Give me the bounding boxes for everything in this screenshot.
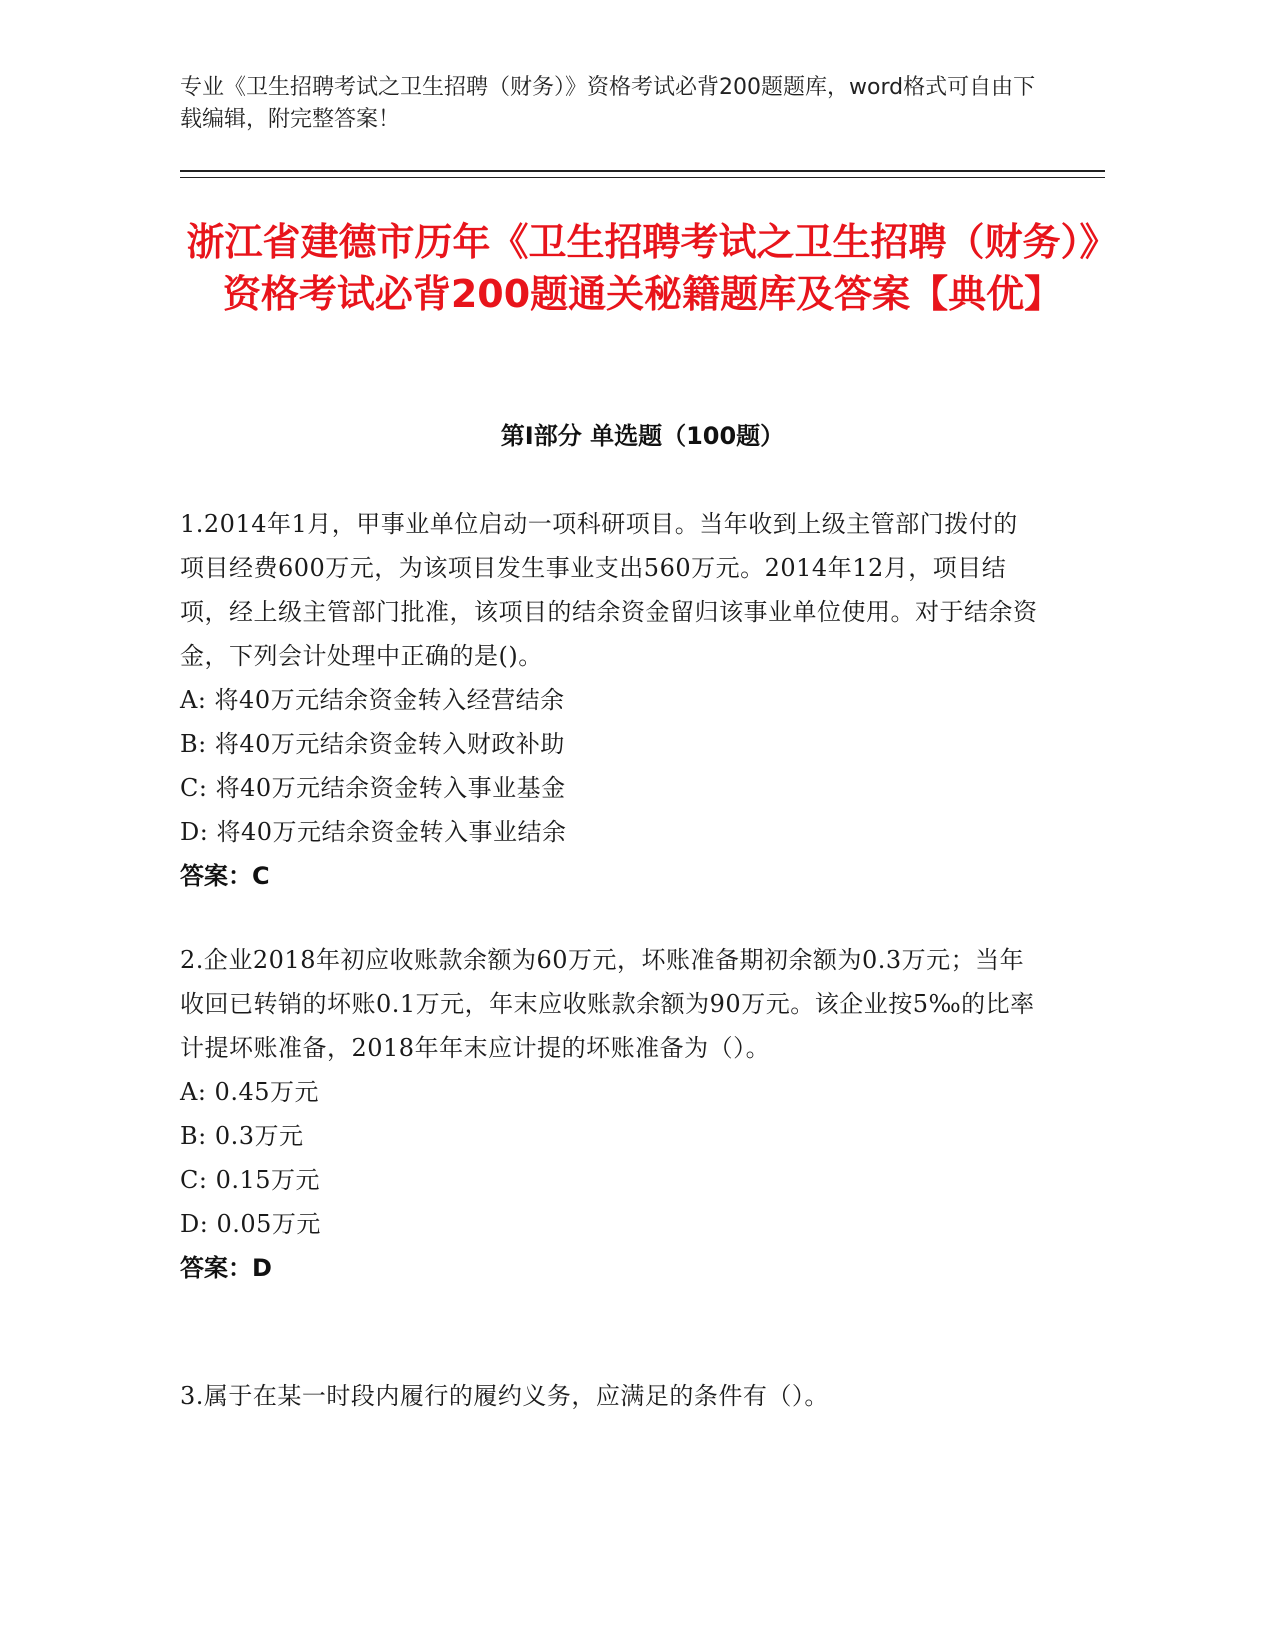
answer: 答案：C <box>180 862 270 890</box>
option-d: D: 0.05万元 <box>180 1210 321 1238</box>
question-1 <box>180 502 1040 898</box>
document-title: 浙江省建德市历年《卫生招聘考试之卫生招聘（财务）》资格考试必背200题通关秘籍题库及答案【典优】 <box>186 220 1099 316</box>
question-stem: 2.企业2018年初应收账款余额为60万元，坏账准备期初余额为0.3万元；当年收回已转销的坏账0.1万元，年末应收账款余额为90万元。该企业按5‰的比率计提坏账准备，2018年年末应计提的坏账准备为（）。 <box>180 946 1035 1062</box>
question-stem: 3.属于在某一时段内履行的履约义务，应满足的条件有（）。 <box>180 1382 829 1410</box>
option-d: D: 将40万元结余资金转入事业结余 <box>180 818 567 846</box>
option-c: C: 0.15万元 <box>180 1166 321 1194</box>
header-note: 专业《卫生招聘考试之卫生招聘（财务）》资格考试必背200题题库，word格式可自由下载编辑，附完整答案！ <box>180 75 1036 132</box>
option-b: B: 0.3万元 <box>180 1122 304 1150</box>
question-2 <box>180 938 1040 1290</box>
option-a: A: 将40万元结余资金转入经营结余 <box>180 686 565 714</box>
header-rule-thin <box>180 177 1105 178</box>
option-b: B: 将40万元结余资金转入财政补助 <box>180 730 565 758</box>
question-3 <box>180 1374 1040 1418</box>
option-c: C: 将40万元结余资金转入事业基金 <box>180 774 566 802</box>
answer: 答案：D <box>180 1254 272 1282</box>
option-a: A: 0.45万元 <box>180 1078 319 1106</box>
question-stem: 1.2014年1月，甲事业单位启动一项科研项目。当年收到上级主管部门拨付的项目经费600万元，为该项目发生事业支出560万元。2014年12月，项目结项，经上级主管部门批准，该项目的结余资金留归该事业单位使用。对于结余资金，下列会计处理中正确的是()。 <box>180 510 1038 670</box>
header-rule-thick <box>180 170 1105 172</box>
section-title: 第I部分 单选题（100题） <box>500 422 785 450</box>
